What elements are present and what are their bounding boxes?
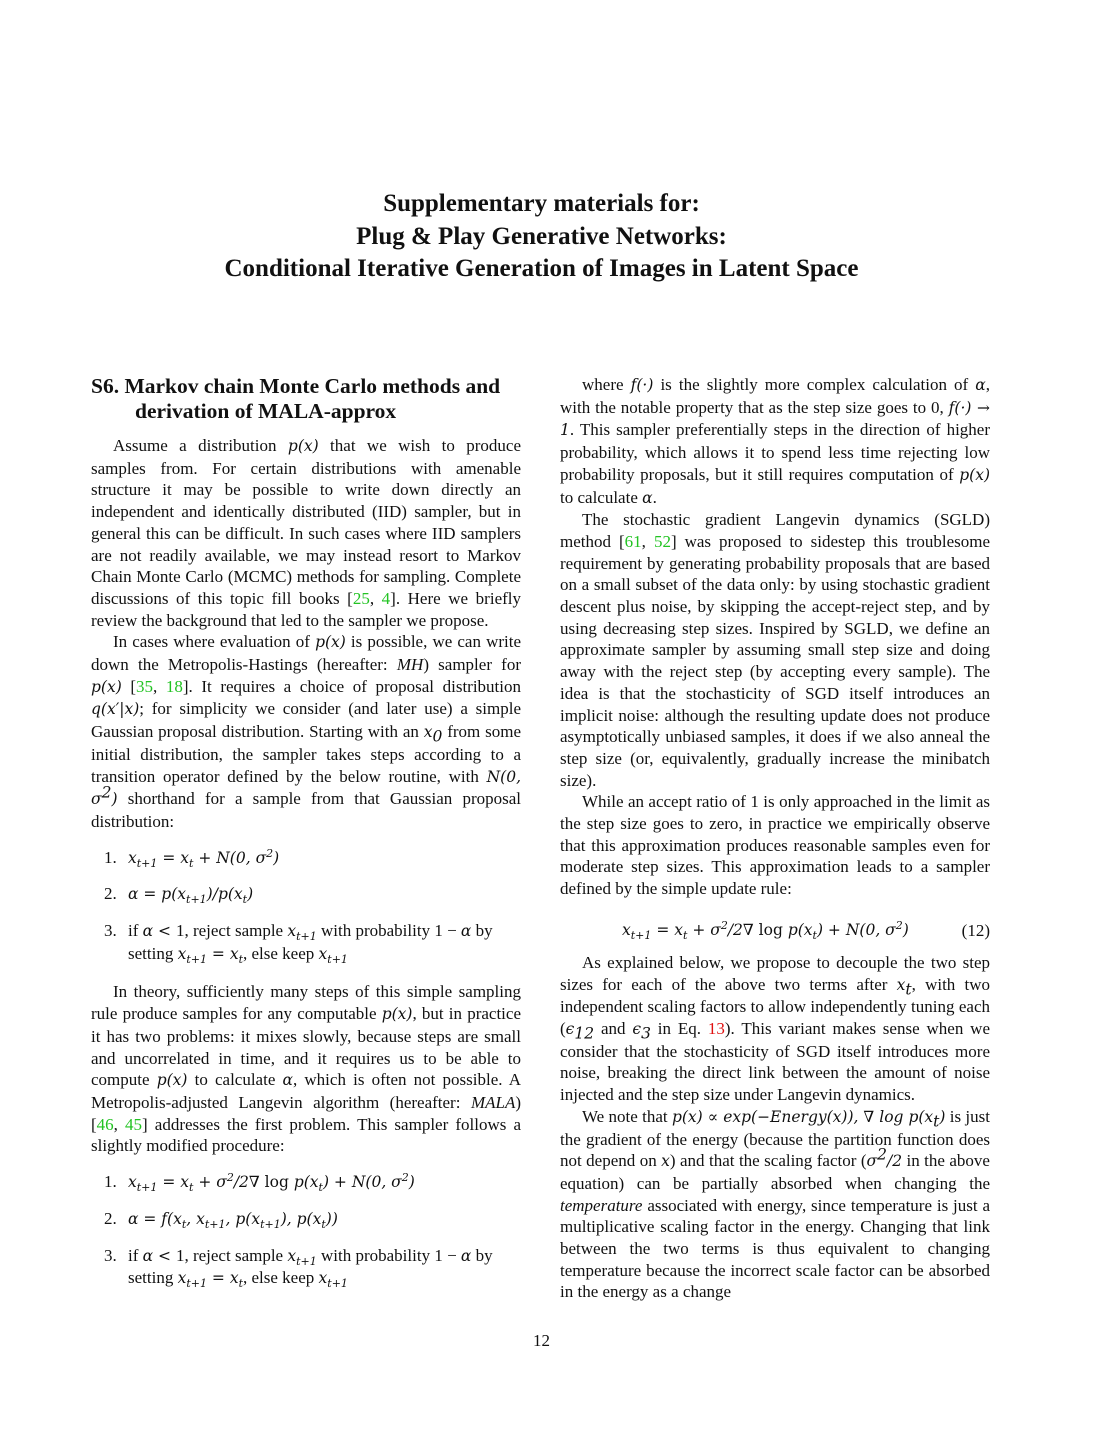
citation-link[interactable]: 61 — [624, 531, 642, 551]
paragraph-accept-ratio: While an accept ratio of 1 is only approached in the limit as the step size goes to zero, in practice we empirically observe that this approximation produces reasonable samples even for moderate step sizes. This approximation leads to a sampler defined by the simple update rule: — [560, 792, 990, 899]
citation-link[interactable]: 45 — [125, 1114, 143, 1134]
equation-body: $x_{t+1} = x_t + \sigma^2/2\nabla$ $\log p(x_t) + N(0$, $\sigma^2$) — [622, 918, 909, 942]
paragraph-sgld: The stochastic gradient Langevin dynamics (SGLD) method [61, 52] was proposed to sidestep this troublesome requirement by generating probability proposals that are based on a small subset of the data only: by using stochastic gradient descent plus noise, by skipping the accept-reject step, and by using decreasing step sizes. Inspired by SGLD, we define an approximate sampler by assuming small step size and doing away with the reject step (by accepting every sample). The idea is that the stochasticity of SGD itself introduces an implicit noise: although the resulting update does not produce asymptotically unbiased samples, it does if we also anneal the step size (or, equivalently, gradually increase the minibatch size). — [560, 510, 991, 790]
title-line-1: Supplementary materials for: — [383, 190, 700, 217]
mh-steps-list — [91, 847, 521, 966]
paragraph-energy: We note that p(x) ∝ exp(−Energy(x)), ∇ $\log p(x_t)$ is just the gradient of the energy (because the partition function does not depend on x) and that the scaling factor ($\sigma^2/2$ in the above equation) can be partially absorbed when changing the temperature associated with energy, since temperature is just a multiplicative scaling factor in the energy. Changing that link between the two terms is thus equivalent to changing temperature because the incorrect scale factor can be absorbed in the energy as a change — [560, 1106, 990, 1302]
right-column — [560, 374, 990, 1303]
paragraph-theory: In theory, sufficiently many steps of this simple sampling rule produce samples for any computable p(x), but in practice it has two problems: it mixes slowly, because steps are small and uncorrelated in time, and it requires us to be able to compute p(x) to calculate α, which is often not possible. A Metropolis-adjusted Langevin algorithm (hereafter: MALA) [46, 45] addresses the first problem. This sampler follows a slightly modified procedure: — [91, 982, 522, 1156]
paragraph-mala-f: where f(·) is the slightly more complex calculation of α, with the notable property that as the step size goes to 0, f(·) → 1. This sampler preferentially steps in the direction of higher probability, which allows it to spend less time rejecting low probability proposals, but it still requires computation of p(x) to calculate α. — [560, 375, 990, 507]
equation-ref-link[interactable]: 13 — [707, 1018, 725, 1038]
left-column — [91, 374, 521, 1306]
title-line-2: Plug & Play Generative Networks: — [356, 222, 727, 250]
equation-12 — [560, 918, 990, 946]
mala-steps-list — [91, 1171, 521, 1290]
citation-link[interactable]: 46 — [96, 1114, 114, 1134]
list-item: 1. $x_{t+1} = x_t + \sigma^2/2\nabla$ $\log p(x_t) + N(0$, $\sigma^2$) — [104, 1170, 415, 1195]
list-item: 2. $\alpha = p(x_{t+1})/p(x_t)$ — [104, 884, 254, 907]
page-number: 12 — [533, 1331, 550, 1350]
list-item: 2. $\alpha = f(x_t$, $x_{t+1}$, $p(x_{t+1})$, $p(x_t)$) — [104, 1208, 338, 1231]
citation-link[interactable]: 18 — [165, 676, 183, 696]
paragraph-intro: Assume a distribution p(x) that we wish to produce samples from. For certain distributions with amenable structure it may be possible to write down directly an independent and identically distributed (IID) sampler, but in general this can be difficult. In such cases where IID samplers are not readily available, we may instead resort to Markov Chain Monte Carlo (MCMC) methods for sampling. Complete discussions of this topic fill books [25, 4]. Here we briefly review the background that led to the sampler we propose. — [91, 436, 522, 630]
citation-link[interactable]: 25 — [352, 588, 370, 608]
section-heading: S6. Markov chain Monte Carlo methods and derivation of MALA-approx — [91, 374, 501, 423]
citation-link[interactable]: 35 — [136, 676, 154, 696]
list-item: 3. if α < 1, reject sample $x_{t+1}$ with probability 1 − α by setting $x_{t+1} = x_t$, else keep $x_{t+1}$ — [104, 1245, 493, 1291]
citation-link[interactable]: 4 — [381, 588, 391, 608]
citation-link[interactable]: 52 — [653, 531, 671, 551]
equation-number: (12) — [961, 920, 990, 940]
list-item: 1. $x_{t+1} = x_t + N(0$, $\sigma^2$) — [104, 846, 280, 870]
paragraph-mh: In cases where evaluation of p(x) is possible, we can write down the Metropolis-Hastings (hereafter: MH) sampler for p(x) [35, 18]. It requires a choice of proposal distribution q(x′|x); for simplicity we consider (and later use) a simple Gaussian proposal distribution. Starting with an $x_0$ from some initial distribution, the sampler takes steps according to a transition operator defined by the below routine, with N(0, $\sigma^2$) shorthand for a sample from that Gaussian proposal distribution: — [91, 632, 522, 831]
title-line-3: Conditional Iterative Generation of Images in Latent Space — [224, 255, 859, 282]
list-item: 3. if α < 1, reject sample $x_{t+1}$ with probability 1 − α by setting $x_{t+1} = x_t$, else keep $x_{t+1}$ — [104, 921, 493, 966]
paper-title — [0, 188, 1083, 286]
paragraph-decouple: As explained below, we propose to decouple the two step sizes for each of the above two terms after $x_t$, with two independent scaling factors to allow independently tuning each ($\epsilon_{12}$ and $\epsilon_3$ in Eq. 13). This variant makes sense when we consider that the stochasticity of SGD itself introduces more noise, breaking the direct link between the amount of noise injected and the step size under Langevin dynamics. — [560, 952, 991, 1105]
